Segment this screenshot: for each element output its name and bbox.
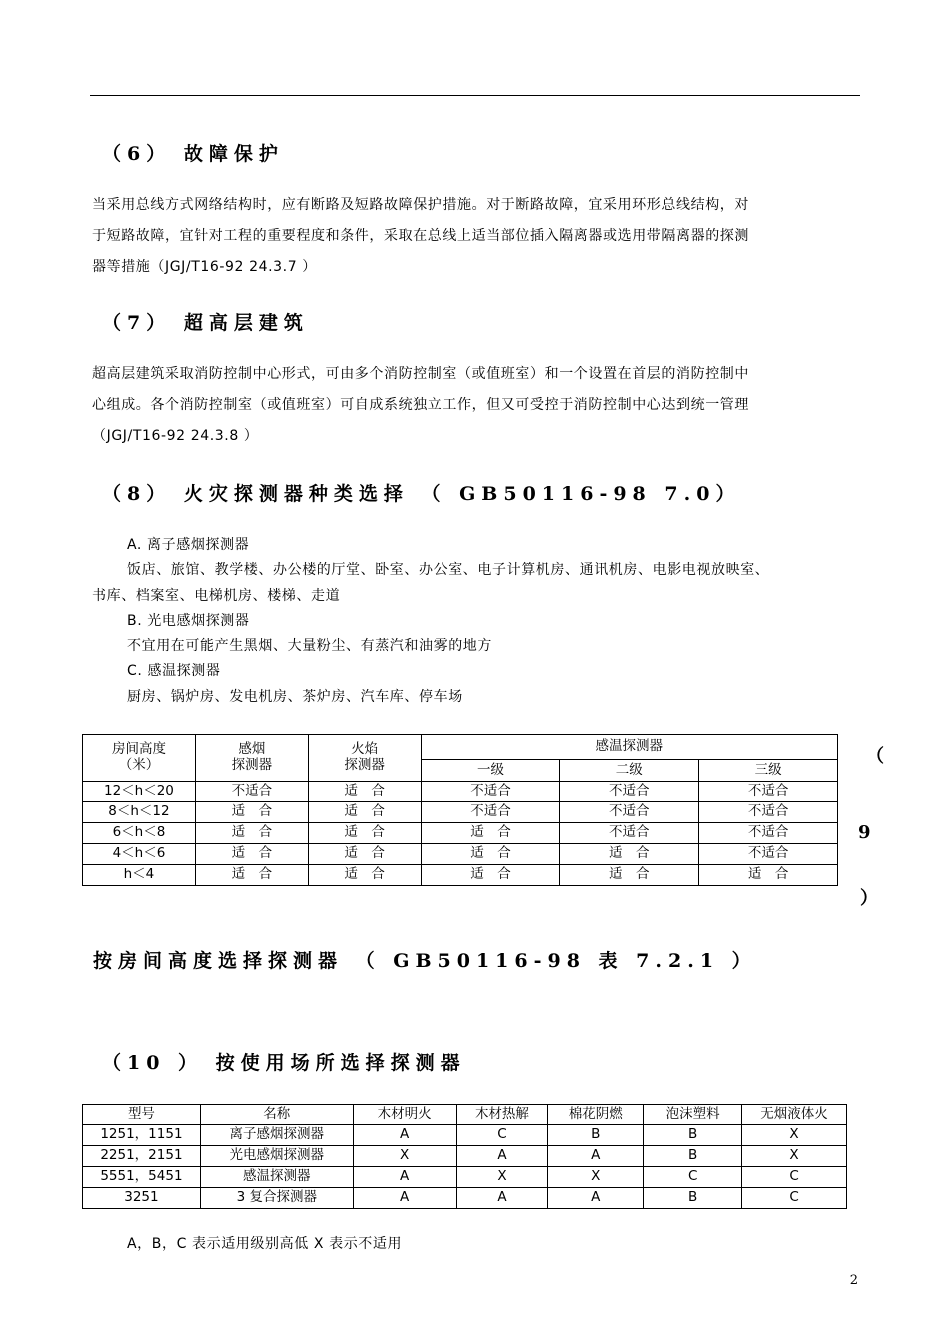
table-cell: A [353,1188,456,1209]
section-7-paragraph [92,359,862,452]
section-9-close-paren: ） [860,888,878,909]
table-cell: 适 合 [421,844,560,865]
table-cell: 适 合 [195,823,308,844]
table-row [83,844,838,865]
header-level-3: 三级 [699,760,838,782]
table-cell: 不适合 [699,844,838,865]
table-cell: 1251，1151 [83,1125,201,1146]
table-cell: B [644,1146,742,1167]
paragraph-line: 器等措施（JGJ/T16-92 24.3.7 ） [92,259,317,275]
table-cell: 12＜h＜20 [83,782,196,802]
section-9-open-paren: （ [866,746,884,767]
paragraph-line: 心组成。各个消防控制室（或值班室）可自成系统独立工作，但又可受控于消防控制中心达到统一管理 [92,397,749,413]
table-cell: 适 合 [308,782,421,802]
table-cell: 3251 [83,1188,201,1209]
table-cell: A [548,1146,644,1167]
header-level-2: 二级 [560,760,699,782]
table-cell: 不适合 [699,782,838,802]
header-smoke-detector: 感烟 探测器 [195,735,308,782]
table-cell: 光电感烟探测器 [200,1146,353,1167]
table-header-cell: 无烟液体火 [742,1105,847,1125]
table-cell: A [456,1146,548,1167]
table-cell: C [742,1167,847,1188]
table-cell: 不适合 [421,782,560,802]
list-item: 饭店、旅馆、教学楼、办公楼的厅堂、卧室、办公室、电子计算机房、通讯机房、电影电视放映室、 [127,562,770,579]
venue-selection-table [82,1104,847,1209]
paragraph-line: （JGJ/T16-92 24.3.8 ） [92,428,259,444]
table-row [83,802,838,823]
table-cell: A [548,1188,644,1209]
table-cell: C [742,1188,847,1209]
list-item: 不宜用在可能产生黑烟、大量粉尘、有蒸汽和油雾的地方 [127,638,492,655]
table-cell: 6＜h＜8 [83,823,196,844]
table-cell: 适 合 [308,823,421,844]
table-cell: A [456,1188,548,1209]
list-item: B. 光电感烟探测器 [127,612,250,629]
table-cell: 8＜h＜12 [83,802,196,823]
table-row [83,1146,847,1167]
table-cell: C [644,1167,742,1188]
table-cell: 4＜h＜6 [83,844,196,865]
legend-note: A，B，C 表示适用级别高低 X 表示不适用 [127,1236,403,1252]
height-selection-table [82,734,838,886]
header-rule [90,95,860,96]
table-cell: 不适合 [560,802,699,823]
paragraph-line: 于短路故障，宜针对工程的重要程度和条件，采取在总线上适当部位插入隔离器或选用带隔离器的探测 [92,228,749,244]
table-cell: 适 合 [421,865,560,886]
section-9-heading: 按房间高度选择探测器 （ GB50116-98 表 7.2.1 ） [93,950,757,972]
table-cell: A [353,1125,456,1146]
header-level-1: 一级 [421,760,560,782]
table-header-cell: 木材明火 [353,1105,456,1125]
table-row [83,1125,847,1146]
table-cell: X [742,1125,847,1146]
table-cell: 适 合 [308,844,421,865]
table-cell: 不适合 [699,823,838,844]
table-cell: 适 合 [308,802,421,823]
table-cell: 不适合 [560,823,699,844]
header-heat-detector: 感温探测器 [421,735,837,760]
list-item: 书库、档案室、电梯机房、楼梯、走道 [92,587,341,604]
table-cell: 适 合 [195,802,308,823]
table-cell: 适 合 [699,865,838,886]
header-room-height: 房间高度 （米） [83,735,196,782]
table-cell: X [456,1167,548,1188]
table-cell: X [742,1146,847,1167]
table-cell: 3 复合探测器 [200,1188,353,1209]
table-row [83,823,838,844]
paragraph-line: 超高层建筑采取消防控制中心形式，可由多个消防控制室（或值班室）和一个设置在首层的消防控制中 [92,366,749,382]
table-cell: 适 合 [195,865,308,886]
section-6-paragraph [92,190,862,283]
table-row [83,782,838,802]
table-cell: 离子感烟探测器 [200,1125,353,1146]
list-item: 厨房、锅炉房、发电机房、茶炉房、汽车库、停车场 [127,688,463,705]
table-header-cell: 型号 [83,1105,201,1125]
table-cell: h＜4 [83,865,196,886]
section-7-heading: （7） 超高层建筑 [102,312,309,334]
header-flame-detector: 火焰 探测器 [308,735,421,782]
table-header-cell: 名称 [200,1105,353,1125]
table-header-cell: 棉花阴燃 [548,1105,644,1125]
page-number: 2 [849,1273,858,1288]
table-cell: B [644,1188,742,1209]
table-cell: 适 合 [560,865,699,886]
table-cell: 不适合 [195,782,308,802]
table-cell: A [353,1167,456,1188]
section-9-number: 9 [858,822,871,843]
table-cell: X [353,1146,456,1167]
table-row [83,1188,847,1209]
table-cell: 适 合 [421,823,560,844]
table-cell: 5551，5451 [83,1167,201,1188]
list-item: A. 离子感烟探测器 [127,537,250,553]
detector-type-list [92,533,770,710]
table-cell: 适 合 [560,844,699,865]
table-header-row [83,1105,847,1125]
table-cell: X [548,1167,644,1188]
table-row [83,865,838,886]
table-cell: 2251，2151 [83,1146,201,1167]
section-6-heading: （6） 故障保护 [102,143,284,165]
section-10-heading: （10 ） 按使用场所选择探测器 [102,1052,466,1074]
table-header-cell: 木材热解 [456,1105,548,1125]
table-cell: 适 合 [195,844,308,865]
table-cell: B [548,1125,644,1146]
list-item: C. 感温探测器 [127,663,221,680]
paragraph-line: 当采用总线方式网络结构时，应有断路及短路故障保护措施。对于断路故障，宜采用环形总线结构，对 [92,197,749,213]
table-header-cell: 泡沫塑料 [644,1105,742,1125]
table-row [83,1167,847,1188]
table-cell: B [644,1125,742,1146]
table-cell: 感温探测器 [200,1167,353,1188]
table-cell: 不适合 [421,802,560,823]
table-cell: C [456,1125,548,1146]
table-cell: 不适合 [699,802,838,823]
table-cell: 适 合 [308,865,421,886]
table-cell: 不适合 [560,782,699,802]
section-8-heading: （8） 火灾探测器种类选择 （ GB50116-98 7.0） [102,483,741,505]
